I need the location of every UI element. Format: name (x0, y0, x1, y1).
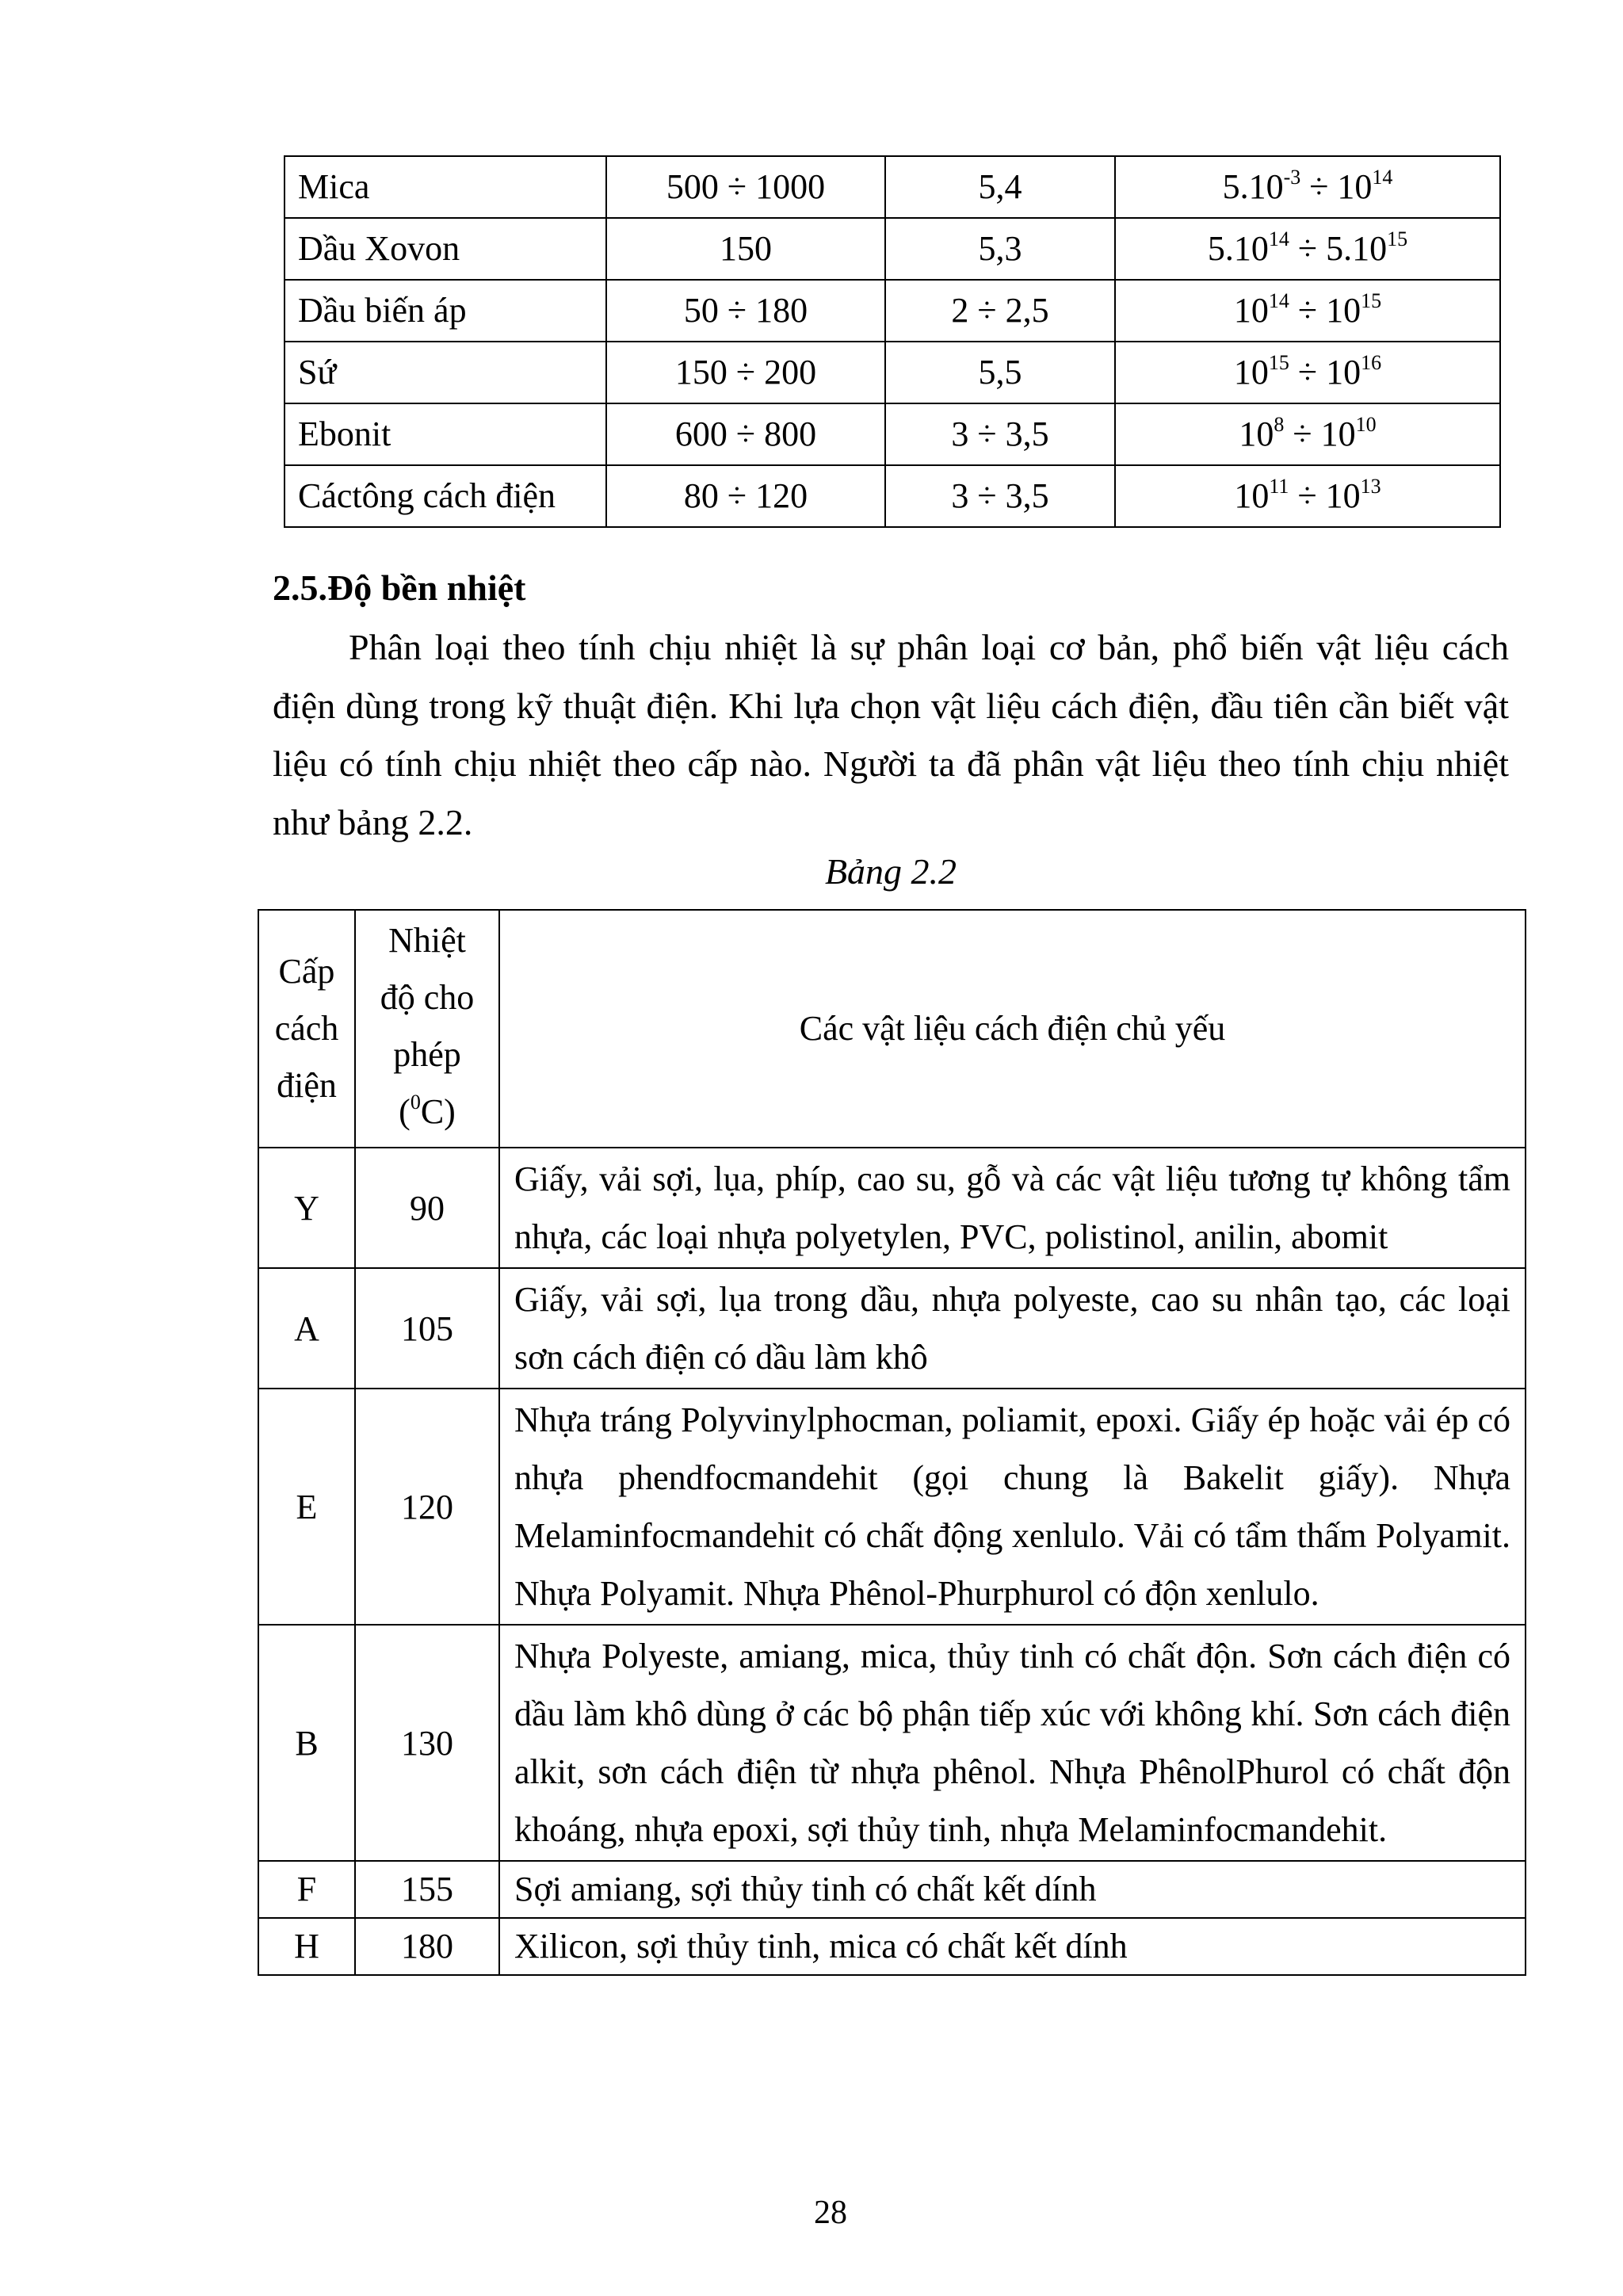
class-cell: Y (258, 1148, 355, 1268)
page-number: 28 (814, 2195, 847, 2231)
header-temp-line: độ cho (380, 978, 475, 1017)
material-name: Dầu biến áp (285, 280, 606, 342)
value-cell: 2 ÷ 2,5 (885, 280, 1115, 342)
class-cell: F (258, 1861, 355, 1918)
table-row (258, 1918, 1526, 1975)
materials-cell: Nhựa Polyeste, amiang, mica, thủy tinh có chất độn. Sơn cách điện có dầu làm khô dùng ở các bộ phận tiếp xúc với không khí. Sơn cách điện alkit, sơn cách điện từ nhựa phênol. Nhựa PhênolPhurol có chất độn khoáng, nhựa epoxi, sợi thủy tinh, nhựa Melaminfocmandehit. (499, 1625, 1526, 1861)
value-cell: 80 ÷ 120 (606, 465, 885, 527)
class-cell: B (258, 1625, 355, 1861)
material-name: Mica (285, 156, 606, 218)
table-row (285, 403, 1500, 465)
class-cell: E (258, 1389, 355, 1625)
temperature-cell: 155 (355, 1861, 499, 1918)
value-cell: 150 (606, 218, 885, 280)
materials-cell: Sợi amiang, sợi thủy tinh có chất kết dính (499, 1861, 1526, 1918)
resistivity-cell: $5.10^{-3} \div 10^{14}$ (1115, 156, 1500, 218)
resistivity-cell: $10^8 \div 10^{10}$ (1115, 403, 1500, 465)
table-row (258, 1389, 1526, 1625)
table-caption: Bảng 2.2 (824, 851, 957, 892)
resistivity-cell: $10^{11} \div 10^{13}$ (1115, 465, 1500, 527)
header-class-line: Cấp (278, 952, 335, 991)
header-class-line: cách (274, 1009, 339, 1048)
materials-cell: Nhựa tráng Polyvinylphocman, poliamit, epoxi. Giấy ép hoặc vải ép có nhựa phendfocmandehit (gọi chung là Bakelit giấy). Nhựa Melaminfocmandehit có chất động xenlulo. Vải có tẩm thấm Polyamit. Nhựa Polyamit. Nhựa Phênol-Phurphurol có độn xenlulo. (499, 1389, 1526, 1625)
table-row (258, 1625, 1526, 1861)
value-cell: 5,3 (885, 218, 1115, 280)
table-row (285, 280, 1500, 342)
table-header-row (258, 910, 1526, 1148)
materials-cell: Giấy, vải sợi, lụa, phíp, cao su, gỗ và các vật liệu tương tự không tẩm nhựa, các loại nhựa polyetylen, PVC, polistinol, anilin, abomit (499, 1148, 1526, 1268)
class-cell: H (258, 1918, 355, 1975)
thermal-class-table (258, 909, 1526, 1976)
header-temp-line: Nhiệt (388, 921, 466, 960)
material-name: Dầu Xovon (285, 218, 606, 280)
value-cell: 150 ÷ 200 (606, 342, 885, 403)
temperature-cell: 90 (355, 1148, 499, 1268)
section-paragraph: Phân loại theo tính chịu nhiệt là sự phân loại cơ bản, phổ biến vật liệu cách điện dùng trong kỹ thuật điện. Khi lựa chọn vật liệu cách điện, đầu tiên cần biết vật liệu có tính chịu nhiệt theo cấp nào. Người ta đã phân vật liệu theo tính chịu nhiệt như bảng 2.2. (273, 627, 1509, 842)
temperature-cell: 180 (355, 1918, 499, 1975)
header-class (258, 910, 355, 1148)
section-heading: 2.5.Độ bền nhiệt (273, 567, 526, 608)
resistivity-cell: $10^{15} \div 10^{16}$ (1115, 342, 1500, 403)
value-cell: 50 ÷ 180 (606, 280, 885, 342)
value-cell: 3 ÷ 3,5 (885, 403, 1115, 465)
temperature-cell: 120 (355, 1389, 499, 1625)
table-row (285, 156, 1500, 218)
value-cell: 3 ÷ 3,5 (885, 465, 1115, 527)
temperature-cell: 130 (355, 1625, 499, 1861)
class-cell: A (258, 1268, 355, 1389)
value-cell: 500 ÷ 1000 (606, 156, 885, 218)
resistivity-table (284, 155, 1501, 528)
material-name: Cáctông cách điện (285, 465, 606, 527)
header-temp-unit: ($^0$C) (399, 1091, 456, 1131)
header-temperature (355, 910, 499, 1148)
table-row (285, 465, 1500, 527)
material-name: Ebonit (285, 403, 606, 465)
materials-cell: Xilicon, sợi thủy tinh, mica có chất kết dính (499, 1918, 1526, 1975)
table-row (258, 1148, 1526, 1268)
table-row (285, 342, 1500, 403)
resistivity-cell: $10^{14} \div 10^{15}$ (1115, 280, 1500, 342)
value-cell: 5,4 (885, 156, 1115, 218)
value-cell: 5,5 (885, 342, 1115, 403)
material-name: Sứ (285, 342, 606, 403)
table-row (258, 1861, 1526, 1918)
value-cell: 600 ÷ 800 (606, 403, 885, 465)
header-materials: Các vật liệu cách điện chủ yếu (499, 910, 1526, 1148)
resistivity-cell: $5.10^{14} \div 5.10^{15}$ (1115, 218, 1500, 280)
header-temp-line: phép (393, 1035, 461, 1074)
header-class-line: điện (277, 1066, 337, 1105)
materials-cell: Giấy, vải sợi, lụa trong dầu, nhựa polyeste, cao su nhân tạo, các loại sơn cách điện có dầu làm khô (499, 1268, 1526, 1389)
table-row (285, 218, 1500, 280)
table-row (258, 1268, 1526, 1389)
temperature-cell: 105 (355, 1268, 499, 1389)
